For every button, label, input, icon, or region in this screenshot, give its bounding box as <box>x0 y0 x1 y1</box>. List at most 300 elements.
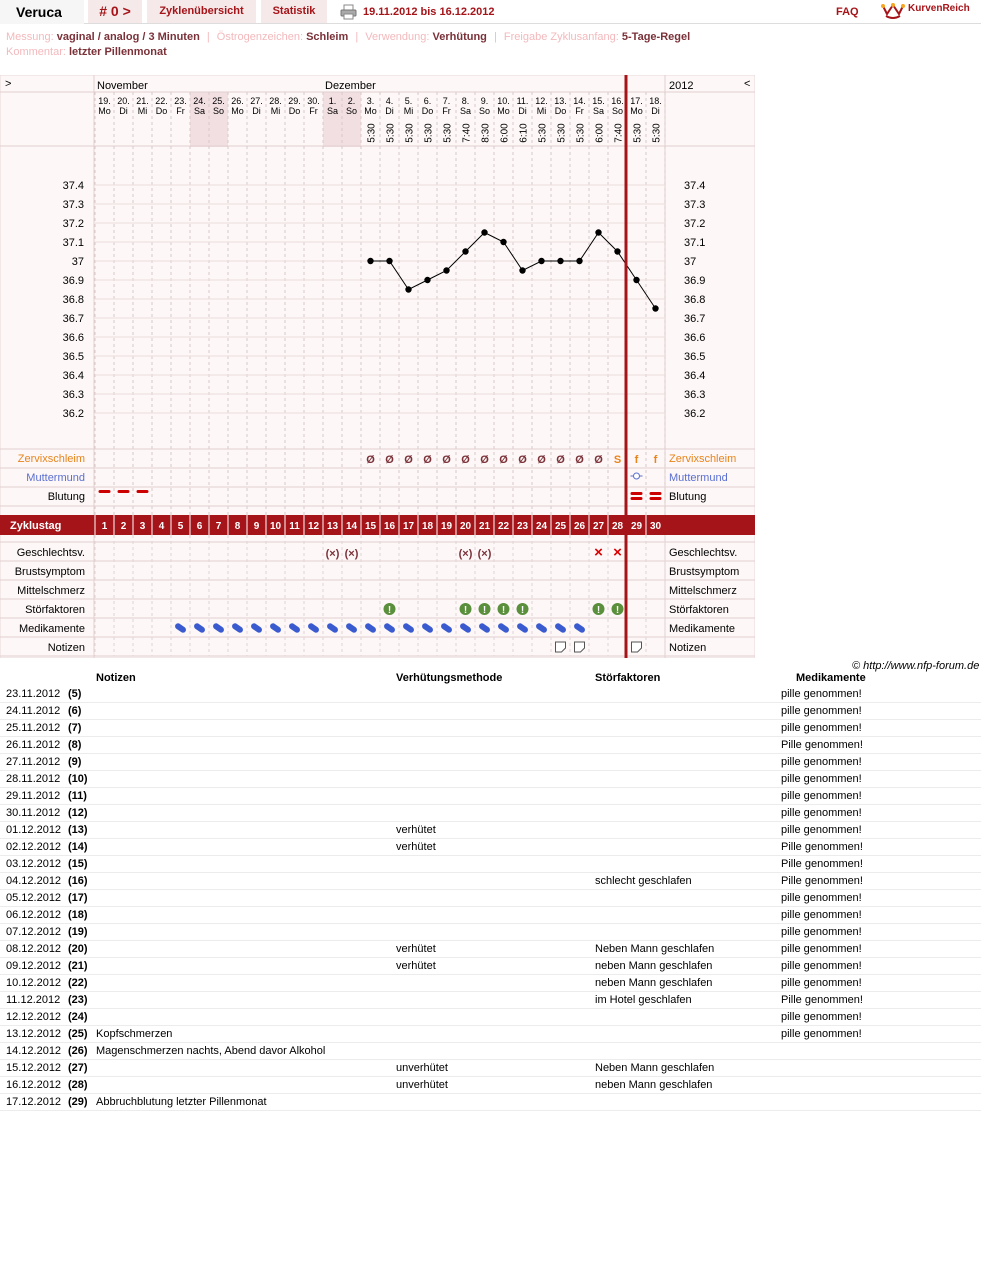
cycle-day-number: 25 <box>554 521 567 532</box>
temperature-point <box>443 267 449 273</box>
copyright: © http://www.nfp-forum.de <box>852 660 980 672</box>
time-label: 5:30 <box>442 123 454 143</box>
oestrogen-value: Schleim <box>306 31 349 43</box>
note-medikament: pille genommen! <box>781 824 862 836</box>
cycle-day-number: 14 <box>345 521 358 532</box>
bleeding-mark <box>650 497 662 500</box>
y-tick-left: 37.2 <box>62 218 84 230</box>
note-date: 24.11.2012 <box>6 705 61 717</box>
disturbance-icon: ! <box>520 605 525 616</box>
table-row <box>0 873 981 890</box>
date-label: 22. <box>155 96 168 106</box>
note-medikament: pille genommen! <box>781 705 862 717</box>
tab-statistics[interactable]: Statistik <box>261 0 327 23</box>
bleeding-mark <box>137 490 149 493</box>
disturbance-icon: ! <box>482 605 487 616</box>
weekday-label: Di <box>119 106 128 116</box>
zervix-mark: Ø <box>537 454 546 466</box>
time-label: 5:30 <box>537 123 549 143</box>
cycle-day-number: 3 <box>139 521 146 532</box>
date-label: 2. <box>347 96 356 106</box>
temperature-point <box>519 267 525 273</box>
date-label: 14. <box>573 96 586 106</box>
table-row <box>0 1026 981 1043</box>
zervix-mark: Ø <box>385 454 394 466</box>
note-verhuetung: verhütet <box>396 943 436 955</box>
note-cycle-day: (17) <box>68 892 88 904</box>
cycle-day-number: 26 <box>573 521 586 532</box>
weekday-label: So <box>212 106 225 116</box>
y-tick-left: 36.9 <box>62 275 84 287</box>
meta-line-1: Messung: vaginal / analog / 3 Minuten | Östrogenzeichen: Schleim | Verwendung: Verhütung | Freigabe Zyklusanfang: 5-Tage-Regel <box>6 31 691 43</box>
kommentar-value: letzter Pillenmonat <box>68 46 167 58</box>
row-label-left: Mittelschmerz <box>17 585 85 597</box>
note-cycle-day: (28) <box>68 1079 88 1091</box>
table-row <box>0 992 981 1009</box>
note-date: 14.12.2012 <box>6 1045 62 1057</box>
note-cycle-day: (18) <box>68 909 88 921</box>
note-date: 09.12.2012 <box>6 960 62 972</box>
note-cycle-day: (29) <box>68 1096 88 1108</box>
note-stoerfaktor: Neben Mann geschlafen <box>595 943 715 955</box>
cycle-day-number: 6 <box>196 521 203 532</box>
time-label: 5:30 <box>556 123 568 143</box>
weekday-label: Mo <box>630 106 643 116</box>
date-label: 15. <box>592 96 605 106</box>
logo-text[interactable]: KurvenReich <box>908 3 970 14</box>
intercourse-mark: × <box>594 544 603 561</box>
note-medikament: Pille genommen! <box>781 841 863 853</box>
note-medikament: pille genommen! <box>781 943 862 955</box>
table-row <box>0 686 981 703</box>
cycle-day-number: 30 <box>649 521 662 532</box>
note-date: 11.12.2012 <box>6 994 61 1006</box>
y-tick-left: 37.1 <box>62 237 84 249</box>
note-medikament: pille genommen! <box>781 960 862 972</box>
date-label: 16. <box>611 96 624 106</box>
disturbance-icon: ! <box>387 605 392 616</box>
cycle-day-number: 23 <box>516 521 529 532</box>
date-label: 5. <box>404 96 413 106</box>
note-stoerfaktor: neben Mann geschlafen <box>595 1079 713 1091</box>
table-row <box>0 720 981 737</box>
weekday-label: Di <box>651 106 660 116</box>
cycle-chart <box>0 75 755 658</box>
row-label-right: Notizen <box>669 642 707 654</box>
date-label: 21. <box>136 96 149 106</box>
date-label: 18. <box>649 96 662 106</box>
weekday-label: Mo <box>231 106 244 116</box>
temperature-point <box>424 277 430 283</box>
note-medikament: pille genommen! <box>781 977 862 989</box>
note-date: 16.12.2012 <box>6 1079 62 1091</box>
note-date: 27.11.2012 <box>6 756 61 768</box>
row-label-right: Blutung <box>669 491 707 503</box>
cycle-day-number: 1 <box>101 521 108 532</box>
temperature-point <box>500 239 506 245</box>
note-date: 25.11.2012 <box>6 722 61 734</box>
note-cycle-day: (22) <box>68 977 88 989</box>
table-row <box>0 1060 981 1077</box>
y-tick-right: 36.3 <box>684 389 706 401</box>
chart-background <box>0 75 755 658</box>
weekday-label: Do <box>155 106 168 116</box>
zervix-mark: Ø <box>442 454 451 466</box>
note-date: 03.12.2012 <box>6 858 62 870</box>
cycle-day-number: 7 <box>215 521 222 532</box>
table-row <box>0 1009 981 1026</box>
zervix-mark: Ø <box>366 454 375 466</box>
cycle-day-number: 15 <box>364 521 377 532</box>
row-label-right: Medikamente <box>669 623 736 635</box>
intercourse-mark: × <box>613 544 622 561</box>
note-medikament: pille genommen! <box>781 1028 862 1040</box>
y-tick-left: 37 <box>71 256 84 268</box>
bleeding-mark <box>650 492 662 495</box>
y-tick-right: 36.7 <box>684 313 706 325</box>
zervix-mark: Ø <box>461 454 470 466</box>
bleeding-mark <box>631 497 643 500</box>
y-tick-right: 37.3 <box>684 199 706 211</box>
time-label: 5:30 <box>385 123 397 143</box>
note-verhuetung: verhütet <box>396 960 436 972</box>
intercourse-mark: (×) <box>325 548 340 560</box>
weekday-label: Di <box>385 106 394 116</box>
weekday-label: Mi <box>270 106 281 116</box>
cycle-day-number: 10 <box>269 521 282 532</box>
temperature-point <box>633 277 639 283</box>
tab-cycle-overview[interactable]: Zyklenübersicht <box>147 0 256 23</box>
month-label: November <box>97 80 148 92</box>
row-label-right: Muttermund <box>669 472 728 484</box>
note-medikament: Pille genommen! <box>781 994 863 1006</box>
date-label: 28. <box>269 96 282 106</box>
note-cycle-day: (23) <box>68 994 88 1006</box>
notes-header-notizen: Notizen <box>96 672 136 684</box>
y-tick-right: 37.2 <box>684 218 706 230</box>
temperature-point <box>652 305 658 311</box>
note-text: Abbruchblutung letzter Pillenmonat <box>96 1096 267 1108</box>
y-tick-right: 36.8 <box>684 294 706 306</box>
note-text: Magenschmerzen nachts, Abend davor Alkohol <box>96 1045 326 1057</box>
y-tick-left: 36.3 <box>62 389 84 401</box>
note-medikament: pille genommen! <box>781 722 862 734</box>
time-label: 6:10 <box>518 123 530 143</box>
cycle-nav-button[interactable]: # 0 > <box>88 0 142 23</box>
weekday-label: So <box>345 106 358 116</box>
cycle-day-number: 2 <box>120 521 127 532</box>
row-label-right: Störfaktoren <box>669 604 729 616</box>
zervix-mark: Ø <box>423 454 432 466</box>
weekday-label: Fr <box>442 106 451 116</box>
weekday-label: Do <box>421 106 434 116</box>
zervix-mark: Ø <box>556 454 565 466</box>
y-tick-left: 37.3 <box>62 199 84 211</box>
month-label: Dezember <box>325 80 376 92</box>
time-label: 5:30 <box>632 123 644 143</box>
row-label-left: Blutung <box>47 491 85 503</box>
date-label: 26. <box>231 96 244 106</box>
intercourse-mark: (×) <box>344 548 359 560</box>
table-row <box>0 1077 981 1094</box>
date-label: 20. <box>117 96 130 106</box>
cycle-day-number: 8 <box>234 521 241 532</box>
note-cycle-day: (26) <box>68 1045 88 1057</box>
bleeding-mark <box>99 490 111 493</box>
y-tick-left: 36.2 <box>62 408 84 420</box>
notes-header-medi: Medikamente <box>796 672 866 684</box>
note-date: 17.12.2012 <box>6 1096 62 1108</box>
row-label-left: Geschlechtsv. <box>16 547 85 559</box>
note-stoerfaktor: neben Mann geschlafen <box>595 960 713 972</box>
table-row <box>0 771 981 788</box>
row-label-left: Brustsymptom <box>14 566 85 578</box>
weekday-label: Sa <box>459 106 472 116</box>
cycle-day-number: 28 <box>611 521 624 532</box>
nav-right: < <box>744 78 751 90</box>
y-tick-right: 36.9 <box>684 275 706 287</box>
weekday-label: Mi <box>137 106 148 116</box>
cycle-day-number: 12 <box>307 521 320 532</box>
note-date: 15.12.2012 <box>6 1062 62 1074</box>
temperature-point <box>481 229 487 235</box>
row-label-right: Brustsymptom <box>669 566 740 578</box>
note-medikament: pille genommen! <box>781 926 862 938</box>
note-stoerfaktor: im Hotel geschlafen <box>595 994 692 1006</box>
note-medikament: pille genommen! <box>781 773 862 785</box>
zervix-mark: f <box>653 454 658 466</box>
year-label: 2012 <box>669 80 694 92</box>
time-label: 5:30 <box>651 123 663 143</box>
note-cycle-day: (24) <box>68 1011 88 1023</box>
zervix-mark: Ø <box>480 454 489 466</box>
note-medikament: Pille genommen! <box>781 875 863 887</box>
note-medikament: pille genommen! <box>781 756 862 768</box>
disturbance-icon: ! <box>596 605 601 616</box>
date-label: 10. <box>497 96 510 106</box>
user-name: Veruca <box>0 0 84 24</box>
date-label: 25. <box>212 96 225 106</box>
note-cycle-day: (9) <box>68 756 82 768</box>
note-verhuetung: unverhütet <box>396 1079 448 1091</box>
table-row <box>0 754 981 771</box>
table-row <box>0 958 981 975</box>
messung-label: Messung: <box>6 31 54 43</box>
date-label: 19. <box>98 96 111 106</box>
y-tick-left: 36.8 <box>62 294 84 306</box>
zervix-mark: Ø <box>575 454 584 466</box>
note-date: 26.11.2012 <box>6 739 61 751</box>
cycle-day-number: 9 <box>253 521 260 532</box>
note-medikament: pille genommen! <box>781 807 862 819</box>
zervix-mark: S <box>613 454 622 466</box>
note-date: 10.12.2012 <box>6 977 62 989</box>
y-tick-left: 36.6 <box>62 332 84 344</box>
note-verhuetung: unverhütet <box>396 1062 448 1074</box>
weekday-label: Mi <box>536 106 547 116</box>
cycle-day-number: 24 <box>535 521 548 532</box>
temperature-point <box>405 286 411 292</box>
note-date: 05.12.2012 <box>6 892 62 904</box>
row-label-left: Notizen <box>47 642 85 654</box>
weekday-label: Fr <box>176 106 185 116</box>
print-icon[interactable] <box>340 4 357 20</box>
cycle-day-number: 16 <box>383 521 396 532</box>
note-stoerfaktor: neben Mann geschlafen <box>595 977 713 989</box>
table-row <box>0 1094 981 1111</box>
weekday-label: Mi <box>403 106 414 116</box>
freigabe-value: 5-Tage-Regel <box>621 31 691 43</box>
table-row <box>0 924 981 941</box>
y-tick-left: 36.4 <box>62 370 84 382</box>
notes-header-verhuetung: Verhütungsmethode <box>396 672 503 684</box>
cycle-day-number: 27 <box>592 521 605 532</box>
meta-line-2 <box>6 45 690 60</box>
row-label-right: Zervixschleim <box>669 453 737 465</box>
note-medikament: pille genommen! <box>781 892 862 904</box>
weekday-label: Do <box>554 106 567 116</box>
oestrogen-label: Östrogenzeichen: <box>216 31 303 43</box>
time-label: 5:30 <box>404 123 416 143</box>
faq-link[interactable]: FAQ <box>836 6 859 18</box>
note-medikament: pille genommen! <box>781 909 862 921</box>
note-medikament: Pille genommen! <box>781 858 863 870</box>
weekday-label: Di <box>518 106 527 116</box>
weekday-label: Do <box>288 106 301 116</box>
note-stoerfaktor: schlecht geschlafen <box>595 875 692 887</box>
table-row <box>0 839 981 856</box>
weekday-label: Sa <box>193 106 206 116</box>
kommentar-label: Kommentar: <box>6 46 66 58</box>
note-cycle-day: (11) <box>68 790 87 802</box>
row-label-left: Medikamente <box>18 623 85 635</box>
time-label: 5:30 <box>423 123 435 143</box>
note-date: 30.11.2012 <box>6 807 61 819</box>
bleeding-mark <box>118 490 130 493</box>
date-range: 19.11.2012 bis 16.12.2012 <box>363 6 495 18</box>
temperature-point <box>462 248 468 254</box>
note-cycle-day: (5) <box>68 688 82 700</box>
disturbance-icon: ! <box>501 605 506 616</box>
temperature-point <box>386 258 392 264</box>
table-row <box>0 941 981 958</box>
date-label: 30. <box>307 96 320 106</box>
date-label: 13. <box>554 96 567 106</box>
note-medikament: Pille genommen! <box>781 739 863 751</box>
note-date: 28.11.2012 <box>6 773 61 785</box>
note-verhuetung: verhütet <box>396 824 436 836</box>
weekday-label: Mo <box>98 106 111 116</box>
y-tick-right: 37.1 <box>684 237 706 249</box>
note-medikament: pille genommen! <box>781 790 862 802</box>
weekday-label: Fr <box>309 106 318 116</box>
date-label: 11. <box>516 96 529 106</box>
date-label: 12. <box>535 96 548 106</box>
temperature-point <box>538 258 544 264</box>
note-date: 08.12.2012 <box>6 943 62 955</box>
disturbance-icon: ! <box>615 605 620 616</box>
temperature-point <box>367 258 373 264</box>
cycle-day-number: 22 <box>497 521 510 532</box>
note-cycle-day: (12) <box>68 807 88 819</box>
table-row <box>0 975 981 992</box>
row-label-left: Störfaktoren <box>25 604 85 616</box>
cycle-day-number: 21 <box>478 521 491 532</box>
table-row <box>0 788 981 805</box>
cycle-day-number: 11 <box>289 521 300 532</box>
intercourse-mark: (×) <box>458 548 473 560</box>
time-label: 5:30 <box>575 123 587 143</box>
kurvenreich-logo-icon[interactable] <box>880 2 906 20</box>
row-label-left: Zervixschleim <box>17 453 85 465</box>
note-text: Kopfschmerzen <box>96 1028 173 1040</box>
note-cycle-day: (21) <box>68 960 88 972</box>
cycle-day-number: 4 <box>158 521 165 532</box>
freigabe-label: Freigabe Zyklusanfang: <box>503 31 619 43</box>
table-row <box>0 805 981 822</box>
note-date: 12.12.2012 <box>6 1011 62 1023</box>
top-bar <box>0 0 981 24</box>
note-cycle-day: (16) <box>68 875 88 887</box>
note-date: 06.12.2012 <box>6 909 62 921</box>
cycle-day-number: 13 <box>326 521 339 532</box>
time-label: 7:40 <box>461 123 473 143</box>
table-row <box>0 703 981 720</box>
table-row <box>0 907 981 924</box>
row-label-right: Geschlechtsv. <box>669 547 738 559</box>
note-cycle-day: (27) <box>68 1062 88 1074</box>
zervix-mark: Ø <box>404 454 413 466</box>
y-tick-right: 36.5 <box>684 351 706 363</box>
table-row <box>0 822 981 839</box>
date-label: 3. <box>366 96 375 106</box>
weekday-label: So <box>478 106 491 116</box>
temperature-point <box>557 258 563 264</box>
y-tick-left: 37.4 <box>62 180 84 192</box>
note-verhuetung: verhütet <box>396 841 436 853</box>
note-date: 04.12.2012 <box>6 875 62 887</box>
temperature-point <box>576 258 582 264</box>
temperature-point <box>595 229 601 235</box>
date-label: 23. <box>174 96 187 106</box>
y-tick-right: 36.2 <box>684 408 706 420</box>
note-date: 02.12.2012 <box>6 841 62 853</box>
cycle-day-number: 20 <box>459 521 472 532</box>
note-cycle-day: (13) <box>68 824 88 836</box>
weekday-label: Fr <box>575 106 584 116</box>
weekday-label: Mo <box>364 106 377 116</box>
note-cycle-day: (6) <box>68 705 82 717</box>
note-date: 23.11.2012 <box>6 688 61 700</box>
y-tick-right: 37 <box>684 256 697 268</box>
note-cycle-day: (25) <box>68 1028 88 1040</box>
time-label: 8:30 <box>480 123 492 143</box>
zervix-mark: f <box>634 454 639 466</box>
row-label-left: Muttermund <box>26 472 85 484</box>
intercourse-mark: (×) <box>477 548 492 560</box>
y-tick-right: 36.6 <box>684 332 706 344</box>
verwendung-label: Verwendung: <box>365 31 430 43</box>
cycle-day-number: 17 <box>402 521 415 532</box>
zervix-mark: Ø <box>518 454 527 466</box>
weekday-label: Sa <box>326 106 339 116</box>
time-label: 5:30 <box>366 123 378 143</box>
note-medikament: pille genommen! <box>781 1011 862 1023</box>
date-label: 27. <box>250 96 263 106</box>
table-row <box>0 890 981 907</box>
notes-header-stoer: Störfaktoren <box>595 672 661 684</box>
table-row <box>0 1043 981 1060</box>
